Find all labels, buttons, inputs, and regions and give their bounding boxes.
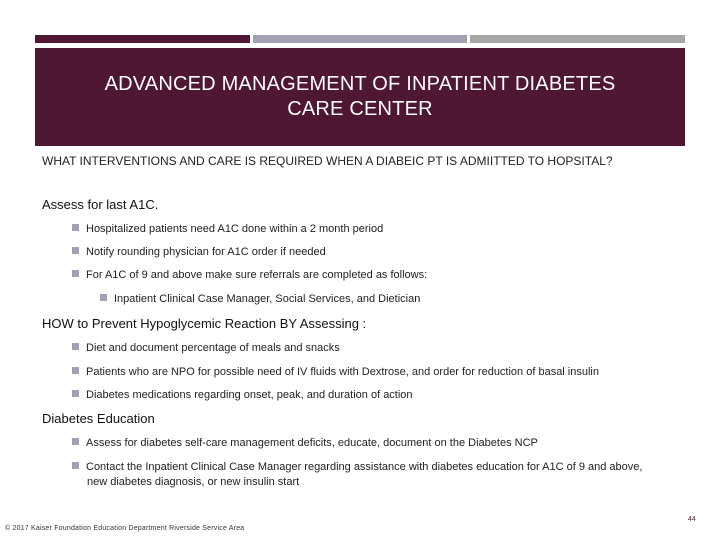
bullet-square-icon (72, 224, 79, 231)
sub-list-item: Inpatient Clinical Case Manager, Social Services, and Dietician (100, 292, 690, 307)
top-accent-bar-3 (470, 35, 685, 43)
bullet-square-icon (72, 247, 79, 254)
list-item: Patients who are NPO for possible need of IV fluids with Dextrose, and order for reduction of basal insulin (72, 365, 662, 380)
top-accent-bar-1 (35, 35, 250, 43)
page-number: 44 (688, 516, 696, 523)
section-heading-a1c: Assess for last A1C. (42, 197, 159, 212)
list-item: Diabetes medications regarding onset, peak, and duration of action (72, 388, 662, 403)
slide-title: ADVANCED MANAGEMENT OF INPATIENT DIABETES CARE CENTER (104, 73, 616, 120)
title-banner (35, 48, 685, 146)
top-accent-bar-2 (253, 35, 467, 43)
bullet-square-icon (72, 270, 79, 277)
list-item: Contact the Inpatient Clinical Case Manager regarding assistance with diabetes education for A1C of 9 and above, new diabetes diagnosis, or new insulin start (72, 460, 662, 490)
bullet-square-icon (72, 462, 79, 469)
bullet-square-icon (72, 343, 79, 350)
bullet-square-icon (100, 294, 107, 301)
bullet-square-icon (72, 367, 79, 374)
list-item: Assess for diabetes self-care management deficits, educate, document on the Diabetes NCP (72, 436, 662, 451)
list-item: Diet and document percentage of meals and snacks (72, 341, 662, 356)
bullet-square-icon (72, 390, 79, 397)
list-item: Notify rounding physician for A1C order if needed (72, 245, 662, 260)
list-item: For A1C of 9 and above make sure referrals are completed as follows: (72, 268, 662, 283)
section-heading-education: Diabetes Education (42, 411, 155, 426)
list-item: Hospitalized patients need A1C done within a 2 month period (72, 222, 662, 237)
footer-copyright: © 2017 Kaiser Foundation Education Department Riverside Service Area (5, 525, 245, 532)
bullet-square-icon (72, 438, 79, 445)
question-text: WHAT INTERVENTIONS AND CARE IS REQUIRED WHEN A DIABEIC PT IS ADMIITTED TO HOPSITAL? (42, 154, 613, 168)
section-heading-hypoglycemia: HOW to Prevent Hypoglycemic Reaction BY Assessing : (42, 316, 367, 331)
